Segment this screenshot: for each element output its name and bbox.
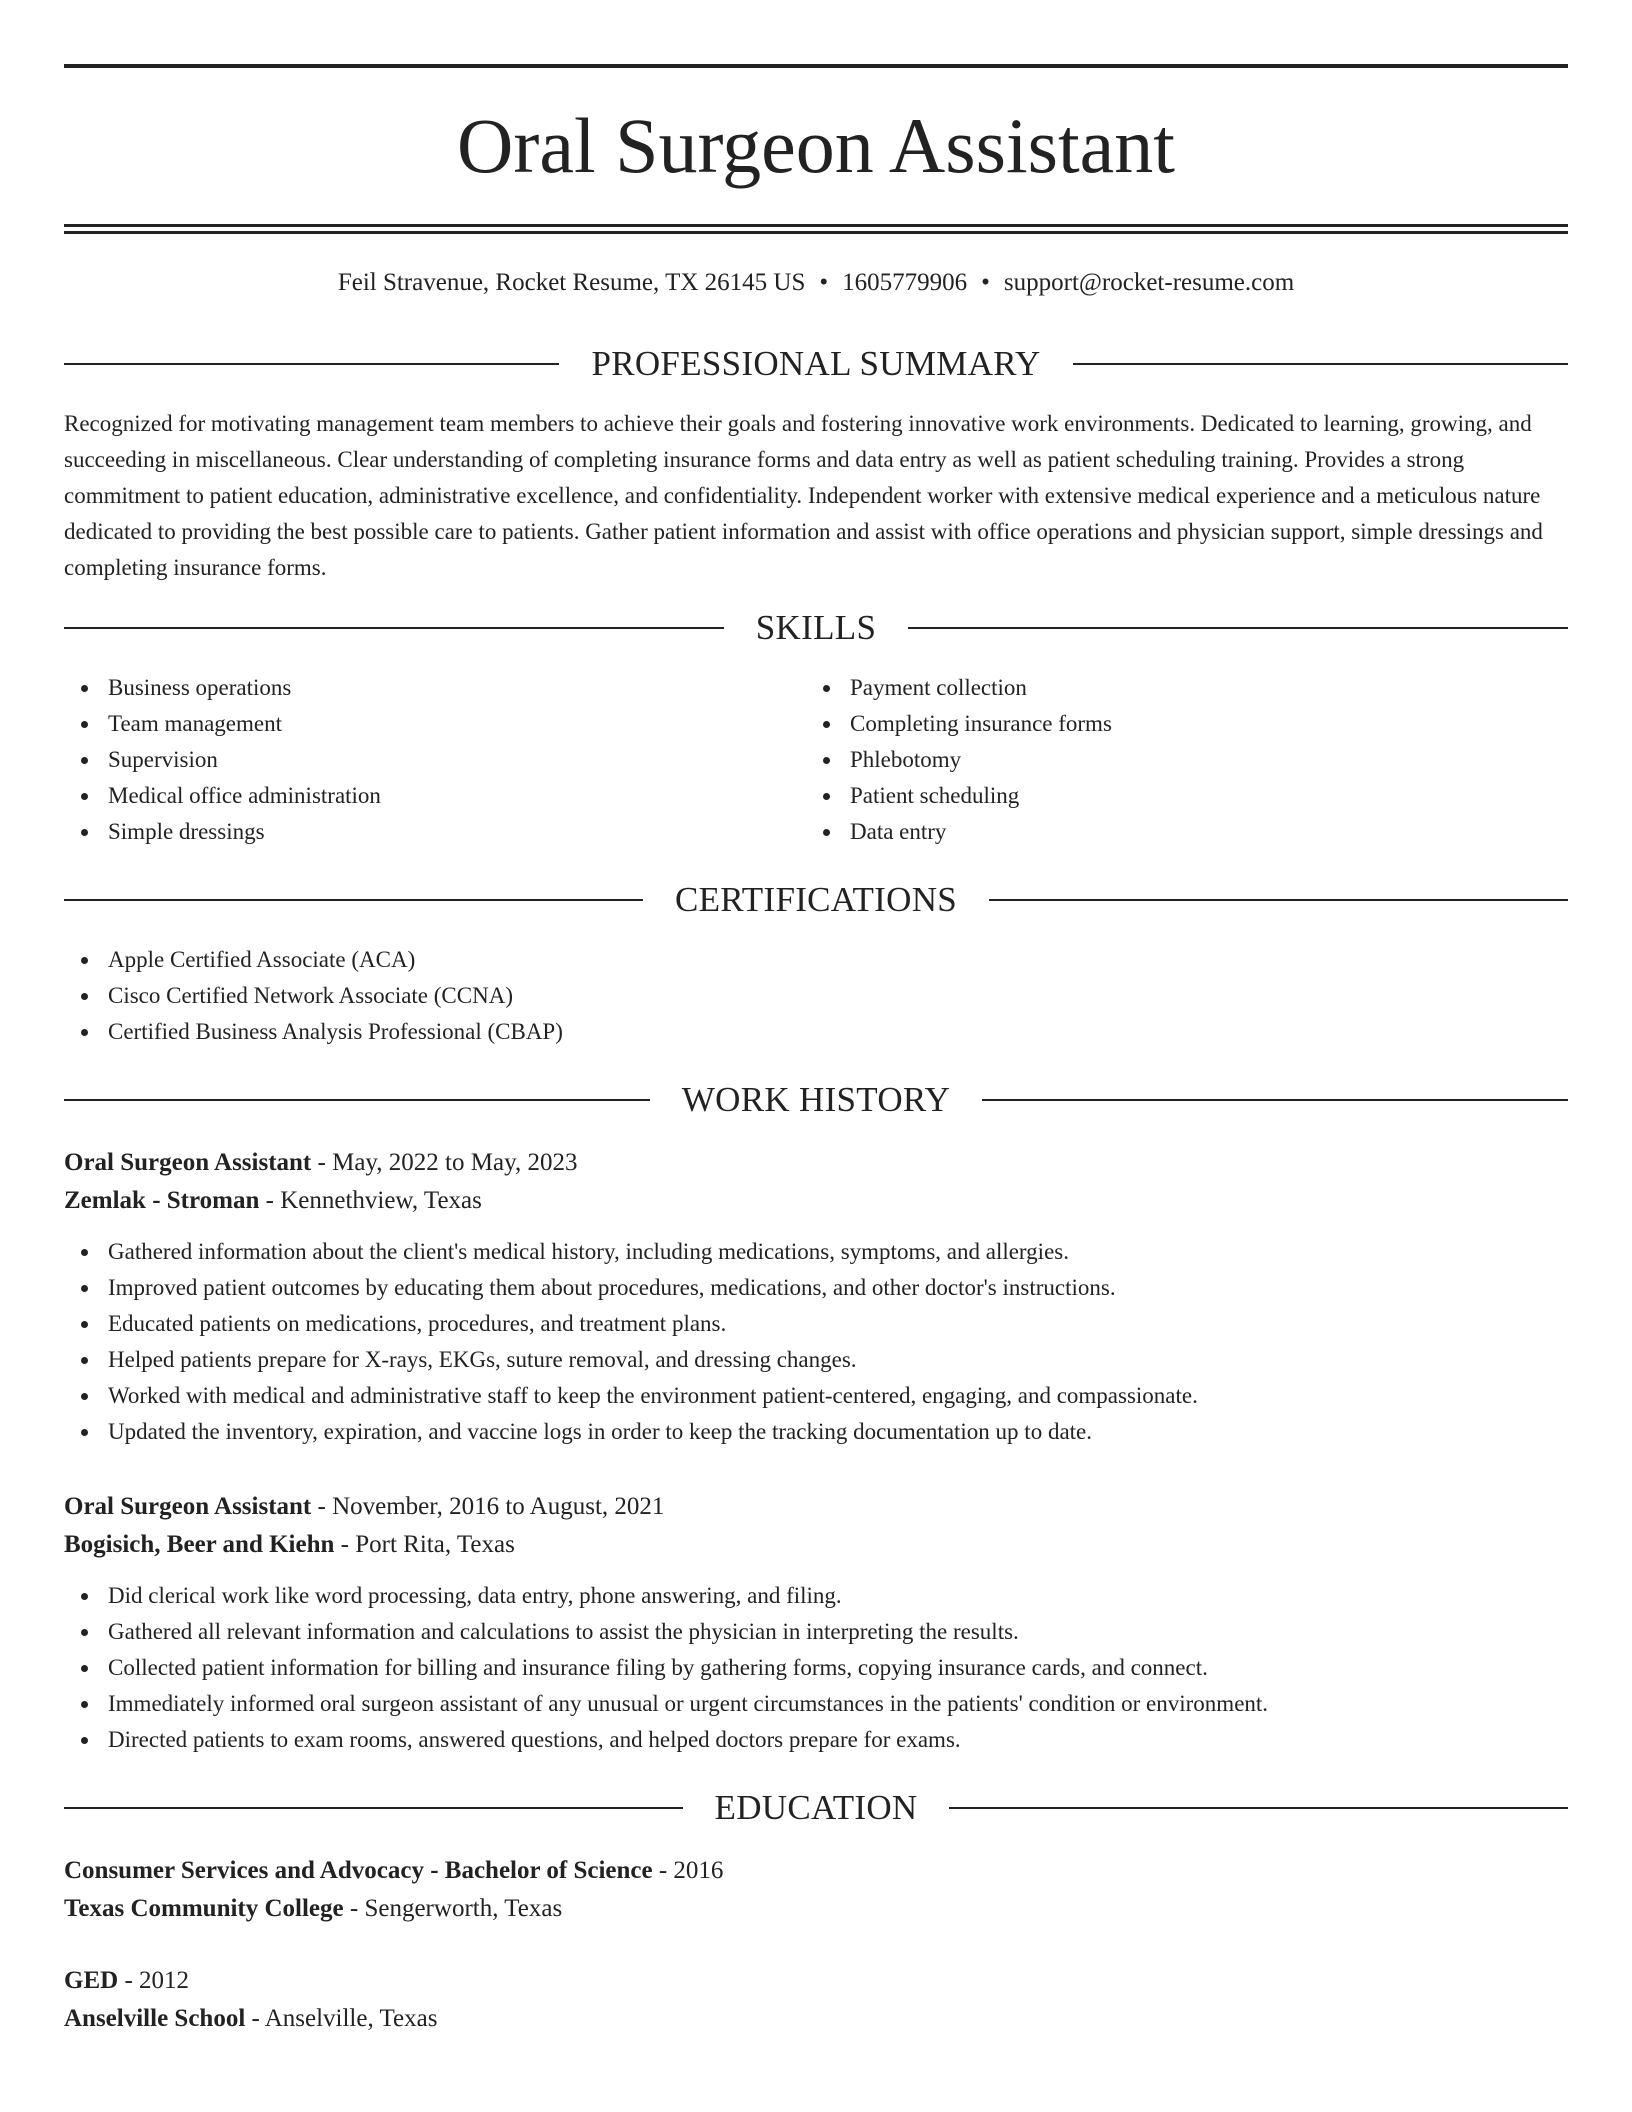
education-section-heading bbox=[64, 1788, 1568, 1828]
education-location: - Anselville, Texas bbox=[245, 2005, 438, 2032]
section-title: CERTIFICATIONS bbox=[674, 880, 958, 919]
divider-line bbox=[64, 627, 724, 629]
certification-item: Cisco Certified Network Associate (CCNA) bbox=[64, 978, 1568, 1014]
education-location: - Sengerworth, Texas bbox=[343, 1895, 563, 1922]
job-title-line bbox=[64, 1144, 1568, 1182]
contact-phone: 1605779906 bbox=[842, 269, 968, 296]
certifications-section-heading bbox=[64, 880, 1568, 920]
section-title: WORK HISTORY bbox=[681, 1080, 951, 1119]
divider-line bbox=[64, 1807, 683, 1809]
skill-item: Completing insurance forms bbox=[806, 706, 1548, 742]
job-dates: - November, 2016 to August, 2021 bbox=[311, 1493, 665, 1520]
contact-email: support@rocket-resume.com bbox=[1003, 269, 1295, 296]
top-rule bbox=[64, 64, 1568, 68]
job-company: Zemlak - Stroman bbox=[64, 1187, 260, 1214]
duty-item: Helped patients prepare for X-rays, EKGs, suture removal, and dressing changes. bbox=[64, 1342, 1568, 1378]
education-degree-line bbox=[64, 1852, 1568, 1890]
contact-separator: • bbox=[981, 269, 990, 296]
skills-list-right bbox=[806, 670, 1548, 850]
summary-paragraph: Recognized for motivating management team members to achieve their goals and fostering innovative work environments. Dedicated to learning, growing, and succeeding in miscellaneous. Clear understanding of completing insurance forms and data entry as well as patient scheduling training. Provides a strong commitment to patient education, administrative excellence, and confidentiality. Independent worker with extensive medical experience and a meticulous nature dedicated to providing the best possible care to patients. Gather patient information and assist with office operations and physician support, simple dressings and completing insurance forms. bbox=[64, 411, 1543, 580]
skill-item: Business operations bbox=[64, 670, 806, 706]
education-degree: Consumer Services and Advocacy - Bachelor of Science bbox=[64, 1857, 653, 1884]
education-school-line bbox=[64, 1890, 1568, 1928]
job-company-line bbox=[64, 1182, 1568, 1220]
skills-section-heading bbox=[64, 608, 1568, 648]
education-school: Anselville School bbox=[64, 2005, 246, 2032]
divider-line bbox=[982, 1099, 1568, 1101]
education-entry bbox=[64, 1962, 1568, 2038]
contact-address: Feil Stravenue, Rocket Resume, TX 26145 US bbox=[337, 269, 806, 296]
divider-line bbox=[908, 627, 1568, 629]
section-title: EDUCATION bbox=[714, 1788, 918, 1827]
skill-item: Phlebotomy bbox=[806, 742, 1548, 778]
divider-line bbox=[64, 1099, 650, 1101]
section-title: SKILLS bbox=[755, 608, 877, 647]
header-double-rule bbox=[64, 224, 1568, 234]
duty-item: Educated patients on medications, procedures, and treatment plans. bbox=[64, 1306, 1568, 1342]
education-year: - 2016 bbox=[652, 1857, 724, 1884]
duty-item: Directed patients to exam rooms, answered questions, and helped doctors prepare for exams. bbox=[64, 1722, 1568, 1758]
skill-item: Simple dressings bbox=[64, 814, 806, 850]
education-degree-line bbox=[64, 1962, 1568, 2000]
duty-item: Did clerical work like word processing, data entry, phone answering, and filing. bbox=[64, 1578, 1568, 1614]
education-degree: GED bbox=[64, 1967, 119, 1994]
certification-item: Certified Business Analysis Professional (CBAP) bbox=[64, 1014, 1568, 1050]
education-school: Texas Community College bbox=[64, 1895, 344, 1922]
education-school-line bbox=[64, 2000, 1568, 2038]
duty-item: Worked with medical and administrative staff to keep the environment patient-centered, engaging, and compassionate. bbox=[64, 1378, 1568, 1414]
job-location: - Port Rita, Texas bbox=[334, 1531, 515, 1558]
skill-item: Patient scheduling bbox=[806, 778, 1548, 814]
job-title: Oral Surgeon Assistant bbox=[64, 1493, 312, 1520]
job-company: Bogisich, Beer and Kiehn bbox=[64, 1531, 335, 1558]
job-entry bbox=[64, 1488, 1568, 1758]
certifications-list bbox=[64, 942, 1568, 1050]
job-entry bbox=[64, 1144, 1568, 1450]
job-title-line bbox=[64, 1488, 1568, 1526]
job-duties bbox=[64, 1234, 1568, 1450]
job-company-line bbox=[64, 1526, 1568, 1564]
skill-item: Team management bbox=[64, 706, 806, 742]
education-year: - 2012 bbox=[118, 1967, 190, 1994]
job-dates: - May, 2022 to May, 2023 bbox=[311, 1149, 578, 1176]
skills-grid bbox=[64, 670, 1568, 850]
skill-item: Supervision bbox=[64, 742, 806, 778]
duty-item: Updated the inventory, expiration, and vaccine logs in order to keep the tracking documentation up to date. bbox=[64, 1414, 1568, 1450]
education-entry bbox=[64, 1852, 1568, 1928]
divider-line bbox=[949, 1807, 1568, 1809]
divider-line bbox=[64, 363, 559, 365]
skill-item: Payment collection bbox=[806, 670, 1548, 706]
duty-item: Gathered all relevant information and calculations to assist the physician in interpreting the results. bbox=[64, 1614, 1568, 1650]
duty-item: Collected patient information for billing and insurance filing by gathering forms, copying insurance cards, and connect. bbox=[64, 1650, 1568, 1686]
certification-item: Apple Certified Associate (ACA) bbox=[64, 942, 1568, 978]
skill-item: Medical office administration bbox=[64, 778, 806, 814]
divider-line bbox=[1073, 363, 1568, 365]
work-section-heading bbox=[64, 1080, 1568, 1120]
job-title: Oral Surgeon Assistant bbox=[64, 1149, 312, 1176]
divider-line bbox=[64, 899, 643, 901]
contact-line bbox=[64, 268, 1568, 298]
summary-section-heading bbox=[64, 344, 1568, 384]
skill-item: Data entry bbox=[806, 814, 1548, 850]
skills-list-left bbox=[64, 670, 806, 850]
job-location: - Kennethview, Texas bbox=[259, 1187, 482, 1214]
contact-separator: • bbox=[819, 269, 829, 296]
candidate-name: Oral Surgeon Assistant bbox=[457, 102, 1175, 189]
duty-item: Immediately informed oral surgeon assistant of any unusual or urgent circumstances in the patients' condition or environment. bbox=[64, 1686, 1568, 1722]
divider-line bbox=[989, 899, 1568, 901]
section-title: PROFESSIONAL SUMMARY bbox=[591, 344, 1041, 383]
resume-page bbox=[64, 64, 1568, 2038]
duty-item: Gathered information about the client's medical history, including medications, symptoms, and allergies. bbox=[64, 1234, 1568, 1270]
job-duties bbox=[64, 1578, 1568, 1758]
duty-item: Improved patient outcomes by educating them about procedures, medications, and other doctor's instructions. bbox=[64, 1270, 1568, 1306]
